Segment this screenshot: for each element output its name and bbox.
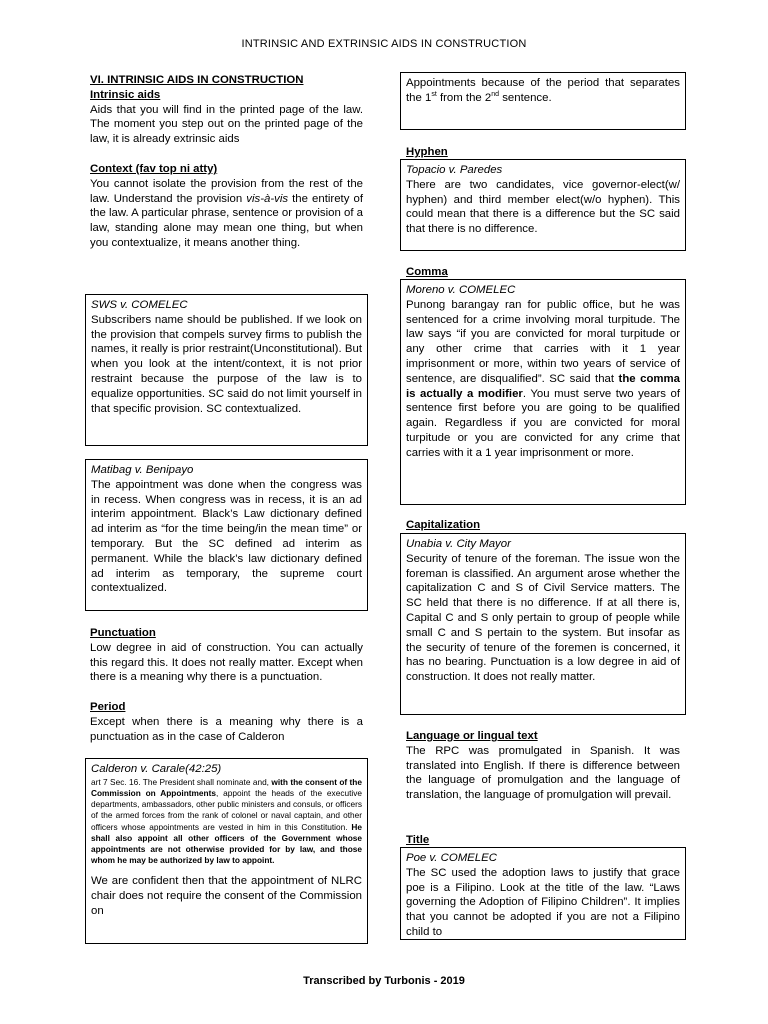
comma-heading: Comma	[406, 266, 448, 278]
context-heading: Context (fav top ni atty)	[90, 162, 218, 175]
title-heading-wrap	[406, 833, 682, 848]
topacio-case-box	[400, 159, 686, 251]
calderon-case-box	[85, 758, 368, 944]
moreno-case-title: Moreno v. COMELEC	[406, 284, 516, 296]
poe-case-title: Poe v. COMELEC	[406, 852, 497, 864]
period-heading: Period	[90, 701, 126, 714]
poe-case-text: The SC used the adoption laws to justify that grace poe is a Filipino. Look at the title of the law. “Laws governing the Adoption of Filipino Children”. It implies that you cannot be adopted if you are not a Filipino child to	[406, 866, 680, 938]
poe-case-box	[400, 847, 686, 940]
calderon-case-text: We are confident then that the appointment of NLRC chair does not require the consent of the Commission on	[91, 875, 362, 918]
continued-text: Appointments because of the period that separates the 1st from the 2nd sentence.	[406, 77, 680, 104]
hyphen-heading: Hyphen	[406, 146, 448, 158]
page-footer: Transcribed by Turbonis - 2019	[303, 975, 465, 987]
title-heading: Title	[406, 834, 430, 846]
capitalization-heading-wrap	[406, 518, 682, 533]
capitalization-heading: Capitalization	[406, 519, 481, 531]
calderon-provision-text: art 7 Sec. 16. The President shall nominate and, with the consent of the Commission on Appointments, appoint the heads of the executive departments, ambassadors, other public ministers and consuls, or officers of the armed forces from the rank of colonel or naval captain, and other officers whose appointments are vested in him in this Constitution. He shall also appoint all other officers of the Government whose appointments are not otherwise provided for by law, and those whom he may be authorized by law to appoint.	[91, 776, 363, 866]
matibag-case-title: Matibag v. Benipayo	[91, 464, 194, 476]
topacio-case-title: Topacio v. Paredes	[406, 164, 503, 176]
matibag-case-box	[85, 459, 368, 611]
intrinsic-aids-text: Aids that you will find in the printed page of the law. The moment you step out on the printed page of the law, it is already extrinsic aids	[90, 103, 363, 146]
punctuation-heading: Punctuation	[90, 627, 156, 639]
unabia-case-text: Security of tenure of the foreman. The issue won the foreman is classified. An argument arose whether the capitalization C and S of Civil Service matters. The SC held that there is no difference. If at all there is, Capital C and S only pertain to group of people while small C and S pertain to the system. But insofar as the security of tenure of the foremen is concerned, it has no bearing. Punctuation is a low degree in aid of construction. It does not really matter.	[406, 552, 680, 684]
sws-case-box	[85, 294, 368, 446]
calderon-case-title: Calderon v. Carale(42:25)	[91, 763, 222, 775]
page-header: INTRINSIC AND EXTRINSIC AIDS IN CONSTRUCTION	[241, 38, 527, 50]
matibag-case-text: The appointment was done when the congress was in recess. When congress was in recess, it is an ad interim appointment. Black’s Law dictionary defined ad interim as “for the time being/in the mean time” or temporary. But the SC defined ad interim as permanent. While the black’s law dictionary defined ad interim as temporary, the supreme court contextualized.	[91, 478, 362, 595]
sws-case-title: SWS v. COMELEC	[91, 299, 188, 311]
punctuation-text: Low degree in aid of construction. You can actually this regard this. It does not really matter. Except when there is a meaning why there is a punctuation.	[90, 641, 363, 684]
hyphen-heading-wrap	[406, 145, 682, 160]
context-text: You cannot isolate the provision from the rest of the law. Understand the provision vis-à-vis the entirety of the law. A particular phrase, sentence or provision of a law, standing alone may mean one thing, but when you contextualize, it means another thing.	[90, 177, 363, 249]
continued-box	[400, 72, 686, 130]
left-column-lower	[90, 626, 363, 745]
topacio-case-text: There are two candidates, vice governor-elect(w/ hyphen) and third member elect(w/o hyphen). This could mean that there is a difference but the SC said that there is no difference.	[406, 178, 680, 236]
period-text: Except when there is a meaning why there is a punctuation as in the case of Calderon	[90, 715, 363, 743]
language-section	[406, 729, 680, 803]
language-text: The RPC was promulgated in Spanish. It was translated into English. If there is difference between the language of promulgation and the language of translation, the language of promulgation will prevail.	[406, 744, 680, 802]
unabia-case-title: Unabia v. City Mayor	[406, 538, 511, 550]
moreno-case-text: Punong barangay ran for public office, but he was sentenced for a crime involving moral turpitude. The law says “if you are convicted for moral turpitude or any other crime that carries with it 1 year imprisonment or more, within two years of service of sentence, are disqualified”. SC said that the comma is actually a modifier. You must serve two years of sentence first before you are going to be qualified again. Regardless if you are convicted for moral turpitude or you are convicted for any crime that carries with it a 1 year imprisonment or more.	[406, 298, 681, 459]
unabia-case-box	[400, 533, 686, 715]
language-heading: Language or lingual text	[406, 730, 538, 742]
left-column	[90, 73, 363, 251]
intrinsic-aids-heading: Intrinsic aids	[90, 88, 161, 101]
section-title: VI. INTRINSIC AIDS IN CONSTRUCTION	[90, 74, 304, 86]
comma-heading-wrap	[406, 265, 682, 280]
sws-case-text: Subscribers name should be published. If we look on the provision that compels survey firms to publish the names, it really is prior restraint(Unconstitutional). But when you look at the intent/context, it is not prior restraint because the purpose of the law is to equalize opportunities. SC said do not limit yourself in that specific provision. SC contextualized.	[91, 313, 362, 415]
moreno-case-box	[400, 279, 686, 505]
